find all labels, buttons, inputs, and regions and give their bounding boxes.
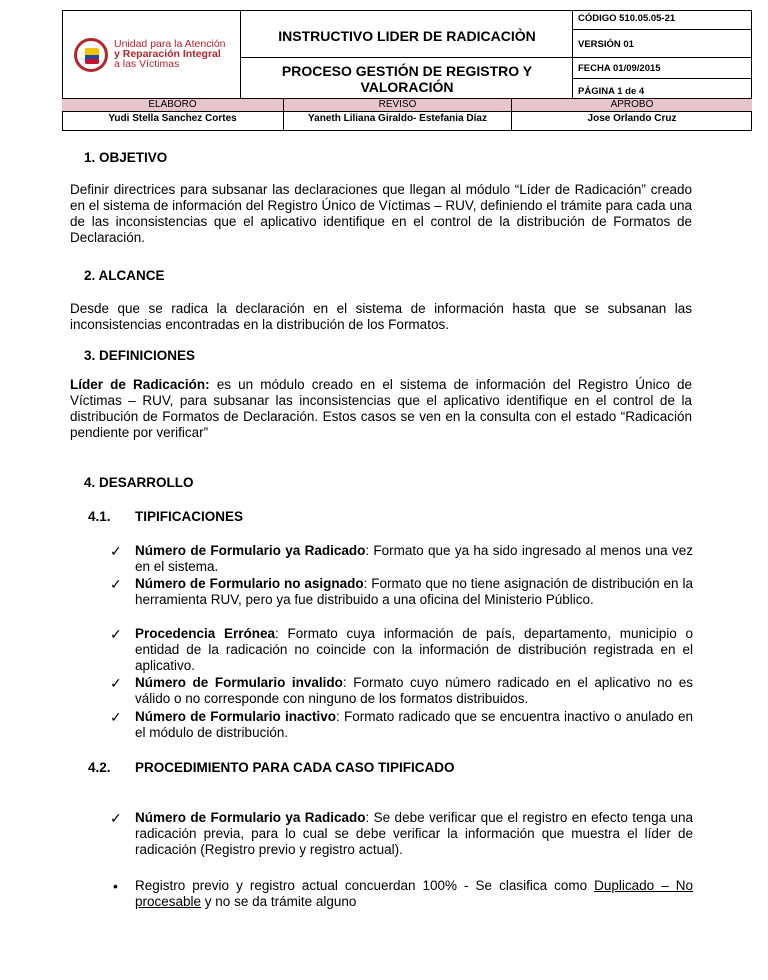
list-item: Número de Formulario no asignado: Formato que no tiene asignación de distribución en la herramienta RUV, pero ya fue distribuido a una oficina del Ministerio Público. — [135, 576, 693, 607]
checkmark-icon: ✓ — [110, 576, 122, 592]
coat-of-arms-icon — [74, 38, 108, 72]
section-desarrollo-title: 4. DESARROLLO — [84, 475, 194, 490]
codigo: CÓDIGO 510.05.05-21 — [578, 13, 676, 24]
fecha: FECHA 01/09/2015 — [578, 63, 661, 74]
elaboro-label: ELABORÓ — [148, 99, 197, 110]
pagina: PÁGINA 1 de 4 — [578, 86, 645, 97]
section-definiciones-title: 3. DEFINICIONES — [84, 348, 196, 363]
checkmark-icon: ✓ — [110, 810, 122, 826]
procedure-item: Número de Formulario ya Radicado: Se debe verificar que el registro en efecto tenga una radicación previa, para lo cual se debe verificar la información que muestra el líder de radicación (Registro previo y registro actual). — [135, 810, 693, 857]
unidad-victimas-logo — [74, 37, 234, 85]
reviso-label: REVISÓ — [378, 99, 417, 110]
checkmark-icon: ✓ — [110, 675, 122, 691]
subsection-number: 4.1. — [88, 509, 111, 524]
elaboro-name: Yudi Stella Sanchez Cortes — [108, 113, 237, 124]
definition-term: Líder de Radicación: — [70, 377, 210, 392]
bullet-icon: • — [113, 878, 118, 894]
list-item: Procedencia Errónea: Formato cuya información de país, departamento, municipio o entidad de la radicación no coincide con la información de distribución registrada en el aplicativo. — [135, 626, 693, 673]
checkmark-icon: ✓ — [110, 709, 122, 725]
list-item: Número de Formulario invalido: Formato cuyo número radicado en el aplicativo no es válido o no corresponde con ninguno de los formatos distribuidos. — [135, 675, 693, 706]
section-alcance-text: Desde que se radica la declaración en el sistema de información hasta que se subsanan las inconsistencias encontradas en la distribución de los Formatos. — [70, 301, 692, 332]
duplicado-link-text: Duplicado – No procesable — [135, 878, 693, 909]
checkmark-icon: ✓ — [110, 626, 122, 642]
section-definiciones-text — [70, 377, 692, 441]
process-title: PROCESO GESTIÓN DE REGISTRO Y VALORACIÓN — [281, 63, 533, 95]
aprobo-name: Jose Orlando Cruz — [587, 113, 677, 124]
logo-text: Unidad para la Atención y Reparación Integral a las Víctimas — [114, 38, 226, 70]
list-item: Número de Formulario ya Radicado: Formato que ya ha sido ingresado al menos una vez en el sistema. — [135, 543, 693, 574]
subsection-number: 4.2. — [88, 760, 111, 775]
list-item: Número de Formulario inactivo: Formato radicado que se encuentra inactivo o anulado en el módulo de distribución. — [135, 709, 693, 740]
subsection-procedimiento-title: PROCEDIMIENTO PARA CADA CASO TIPIFICADO — [135, 760, 455, 775]
aprobo-label: APROBÓ — [610, 99, 654, 110]
section-objetivo-text: Definir directrices para subsanar las declaraciones que llegan al módulo “Líder de Radicación” creado en el sistema de información del Registro Único de Víctimas – RUV, definiendo el trámite para cada una de las inconsistencias que el aplicativo identifique en el control de la distribución de Formatos de Declaración. — [70, 182, 692, 245]
procedure-bullet: Registro previo y registro actual concuerdan 100% - Se clasifica como Duplicado – No procesable y no se da trámite alguno — [135, 878, 693, 909]
document-title: INSTRUCTIVO LIDER DE RADICACIÒN — [278, 28, 536, 44]
definition-body: es un módulo creado en el sistema de información del Registro Único de Víctimas – RUV, para subsanar las inconsistencias que el aplicativo identifique en el control de la distribución de Formatos de Declaración. Estos casos se ven en la consulta con el estado “Radicación pendiente por verificar” — [70, 377, 692, 440]
checkmark-icon: ✓ — [110, 543, 122, 559]
version: VERSIÓN 01 — [578, 39, 634, 50]
section-alcance-title: 2. ALCANCE — [84, 268, 165, 283]
section-objetivo-title: 1. OBJETIVO — [84, 150, 168, 165]
subsection-tipificaciones-title: TIPIFICACIONES — [135, 509, 244, 524]
reviso-name: Yaneth Liliana Giraldo- Estefania Díaz — [308, 113, 487, 124]
